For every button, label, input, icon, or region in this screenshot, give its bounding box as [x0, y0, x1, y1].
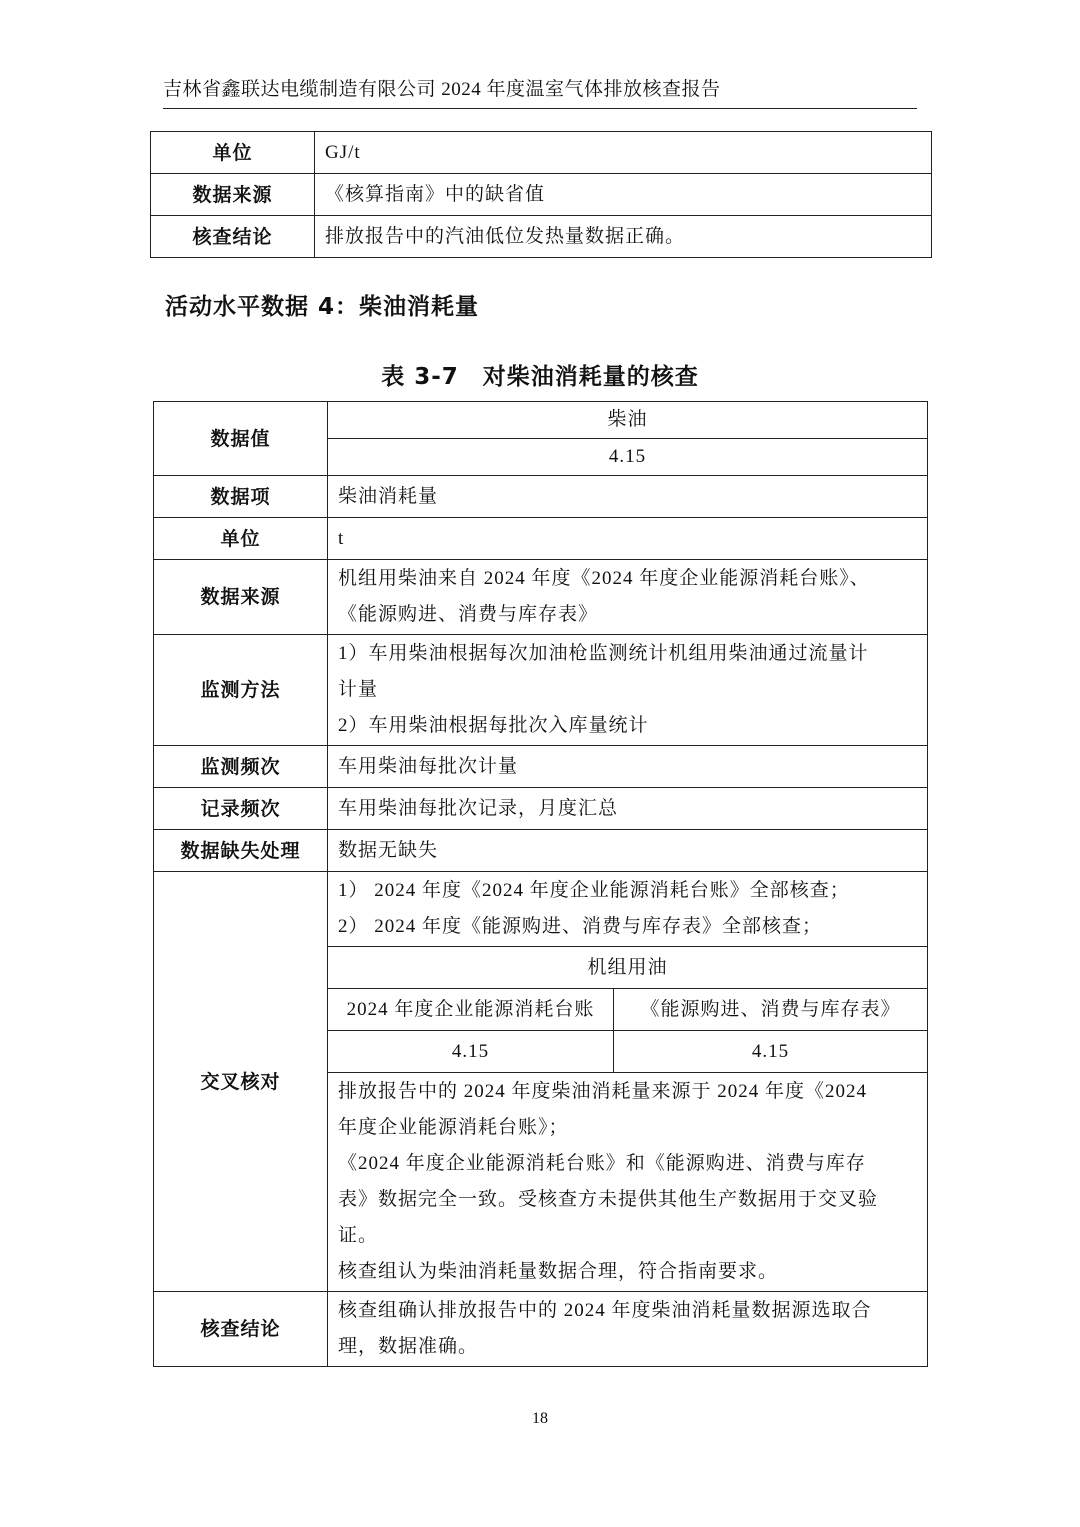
table-caption: 表 3-7 对柴油消耗量的核查: [381, 364, 699, 390]
cross-check-label: 交叉核对: [154, 872, 328, 1292]
cross-check-col-header: 《能源购进、消费与库存表》: [614, 989, 928, 1031]
text-line: 证。: [338, 1225, 379, 1246]
record-freq-value: 车用柴油每批次记录，月度汇总: [328, 788, 928, 830]
table-row: [151, 132, 932, 174]
conclusion-label: 核查结论: [154, 1292, 328, 1367]
table-row: [154, 518, 928, 560]
section-heading: 活动水平数据 4：柴油消耗量: [165, 294, 480, 320]
unit-label: 单位: [154, 518, 328, 560]
diesel-verification-table: [153, 401, 928, 1367]
page-number: 18: [532, 1410, 548, 1427]
data-value-label: 数据值: [154, 402, 328, 476]
row-label: 核查结论: [151, 216, 315, 258]
text-line: 《2024 年度企业能源消耗台账》和《能源购进、消费与库存: [338, 1153, 866, 1174]
missing-data-value: 数据无缺失: [328, 830, 928, 872]
cross-check-intro: [328, 872, 928, 947]
table-row: [154, 746, 928, 788]
text-line: 年度企业能源消耗台账》；: [338, 1117, 569, 1138]
row-value: 排放报告中的汽油低位发热量数据正确。: [315, 216, 932, 258]
text-line: 1） 2024 年度《2024 年度企业能源消耗台账》全部核查；: [338, 880, 850, 901]
conclusion-value: [328, 1292, 928, 1367]
table-row: [154, 560, 928, 635]
text-line: 表》数据完全一致。受核查方未提供其他生产数据用于交叉验: [338, 1189, 879, 1210]
table-row: [151, 216, 932, 258]
text-line: 2） 2024 年度《能源购进、消费与库存表》全部核查；: [338, 916, 823, 937]
running-header: 吉林省鑫联达电缆制造有限公司 2024 年度温室气体排放核查报告: [163, 78, 917, 109]
text-line: 1）车用柴油根据每次加油枪监测统计机组用柴油通过流量计: [338, 643, 869, 664]
cross-check-summary: [328, 1073, 928, 1292]
table-row: [154, 788, 928, 830]
text-line: 2）车用柴油根据每批次入库量统计: [338, 715, 649, 736]
text-line: 《能源购进、消费与库存表》: [338, 604, 599, 625]
data-item-label: 数据项: [154, 476, 328, 518]
table-row: [154, 402, 928, 439]
monitor-method-label: 监测方法: [154, 635, 328, 746]
table-row: [151, 174, 932, 216]
text-line: 排放报告中的 2024 年度柴油消耗量来源于 2024 年度《2024: [338, 1081, 868, 1102]
row-value: GJ/t: [315, 132, 932, 174]
row-label: 单位: [151, 132, 315, 174]
record-freq-label: 记录频次: [154, 788, 328, 830]
table-row: [154, 476, 928, 518]
text-line: 计量: [338, 679, 379, 700]
cross-check-subheader: 机组用油: [328, 947, 928, 989]
cross-check-value: 4.15: [328, 1031, 614, 1073]
cross-check-value: 4.15: [614, 1031, 928, 1073]
row-value: 《核算指南》中的缺省值: [315, 174, 932, 216]
text-line: 理，数据准确。: [338, 1336, 479, 1357]
cross-check-col-header: 2024 年度企业能源消耗台账: [328, 989, 614, 1031]
monitor-method-value: [328, 635, 928, 746]
table-row: [154, 872, 928, 947]
monitor-freq-value: 车用柴油每批次计量: [328, 746, 928, 788]
text-line: 核查组认为柴油消耗量数据合理，符合指南要求。: [338, 1261, 779, 1282]
row-label: 数据来源: [151, 174, 315, 216]
source-label: 数据来源: [154, 560, 328, 635]
table-row: [154, 1292, 928, 1367]
gasoline-calorific-table-tail: [150, 131, 932, 258]
unit-value: t: [328, 518, 928, 560]
table-row: [154, 830, 928, 872]
data-item-value: 柴油消耗量: [328, 476, 928, 518]
missing-data-label: 数据缺失处理: [154, 830, 328, 872]
text-line: 机组用柴油来自 2024 年度《2024 年度企业能源消耗台账》、: [338, 568, 870, 589]
data-value-name: 柴油: [328, 402, 928, 439]
monitor-freq-label: 监测频次: [154, 746, 328, 788]
table-row: [154, 635, 928, 746]
source-value: [328, 560, 928, 635]
data-value-number: 4.15: [328, 439, 928, 476]
text-line: 核查组确认排放报告中的 2024 年度柴油消耗量数据源选取合: [338, 1300, 872, 1321]
